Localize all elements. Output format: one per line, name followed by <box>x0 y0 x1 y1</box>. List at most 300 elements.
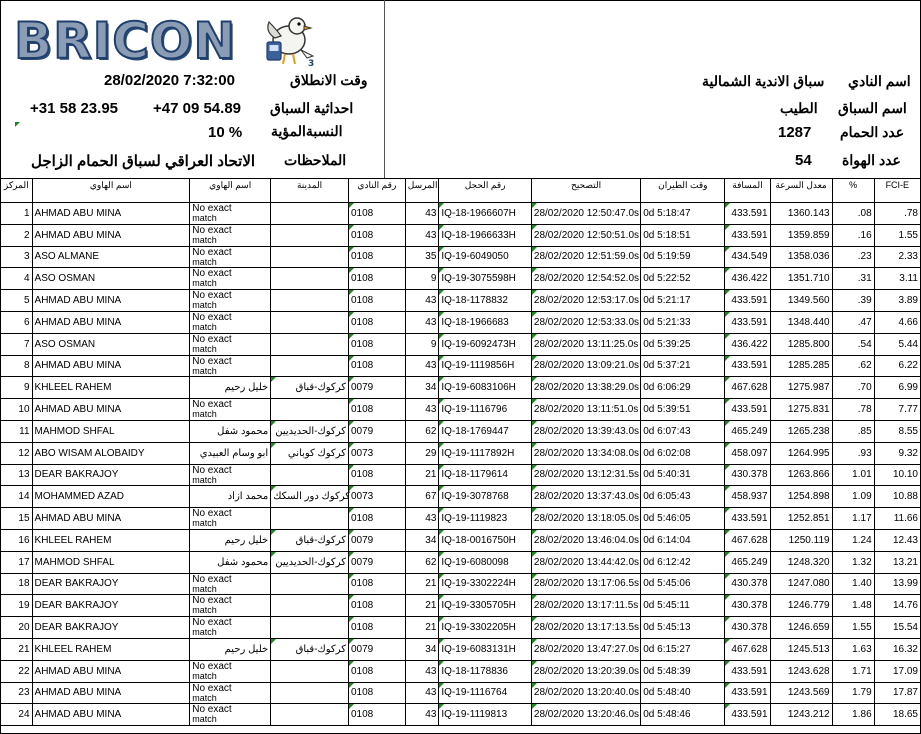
fancier-name-cell: DEAR BAKRAJOY <box>32 573 190 595</box>
rank-cell: 15 <box>1 508 33 530</box>
fci-cell: 17.09 <box>874 660 920 682</box>
table-row <box>1 311 921 333</box>
col-fci: FCI-E <box>874 179 920 203</box>
city-cell <box>271 682 349 704</box>
clock-cell: 28/02/2020 13:34:08.0s <box>531 442 640 464</box>
fancier-name-cell: AHMAD ABU MINA <box>32 224 190 246</box>
city-cell: كركوك-قباق <box>271 529 349 551</box>
no-exact-text: No exact <box>192 464 232 476</box>
col-city: المدينة <box>271 179 349 203</box>
flight-time-cell: 0d 5:18:47 <box>641 203 725 225</box>
sent-cell: 34 <box>405 529 439 551</box>
rank-cell: 7 <box>1 333 33 355</box>
bricon-logo <box>6 8 316 70</box>
percent-cell: .54 <box>832 333 874 355</box>
fancier-name-ar-cell <box>190 617 271 639</box>
table-row <box>1 246 921 268</box>
fci-cell: 6.99 <box>874 377 920 399</box>
ring-cell: IQ-19-3302205H <box>439 617 532 639</box>
sent-cell: 34 <box>405 638 439 660</box>
fancier-name-ar-cell: محمد ازاد <box>190 486 271 508</box>
fancier-name-ar-cell <box>190 311 271 333</box>
speed-cell: 1360.143 <box>770 203 832 225</box>
distance-cell: 433.591 <box>725 224 770 246</box>
fancier-name-ar-cell <box>190 573 271 595</box>
fancier-name-cell: AHMAD ABU MINA <box>32 355 190 377</box>
notes-label: الملاحظات <box>284 152 347 168</box>
col-fancier-name: اسم الهاوي <box>32 179 190 203</box>
fancier-name-ar-cell <box>190 290 271 312</box>
flight-time-cell: 0d 5:45:11 <box>641 595 725 617</box>
ring-cell: IQ-18-0016750H <box>439 529 532 551</box>
no-exact-tail: match <box>192 692 217 703</box>
no-exact-tail: match <box>192 343 217 354</box>
percent-cell: 1.71 <box>832 660 874 682</box>
ring-cell: IQ-19-3075598H <box>439 268 532 290</box>
table-row <box>1 551 921 573</box>
percent-cell: 1.32 <box>832 551 874 573</box>
ring-cell: IQ-19-1116796 <box>439 399 532 421</box>
table-row <box>1 442 921 464</box>
fancier-name-cell: ASO ALMANE <box>32 246 190 268</box>
no-exact-text: No exact <box>192 224 232 236</box>
col-ring: رقم الحجل <box>439 179 532 203</box>
percent-cell: .39 <box>832 290 874 312</box>
flight-time-cell: 0d 6:06:29 <box>641 377 725 399</box>
clock-cell: 28/02/2020 12:51:59.0s <box>531 246 640 268</box>
city-cell <box>271 704 349 726</box>
city-cell <box>271 333 349 355</box>
rank-cell: 20 <box>1 617 33 639</box>
club-no-cell: 0108 <box>348 704 405 726</box>
city-cell <box>271 246 349 268</box>
speed-cell: 1243.212 <box>770 704 832 726</box>
fancier-name-ar-cell: خليل رحيم <box>190 529 271 551</box>
sent-cell: 43 <box>405 704 439 726</box>
fci-cell: 2.33 <box>874 246 920 268</box>
speed-cell: 1246.779 <box>770 595 832 617</box>
fci-cell: 5.44 <box>874 333 920 355</box>
flight-time-cell: 0d 5:21:17 <box>641 290 725 312</box>
fancier-name-ar-cell <box>190 203 271 225</box>
rank-cell: 18 <box>1 573 33 595</box>
club-no-cell: 0079 <box>348 529 405 551</box>
clock-cell: 28/02/2020 13:17:06.5s <box>531 573 640 595</box>
fci-cell: 3.11 <box>874 268 920 290</box>
speed-cell: 1359.859 <box>770 224 832 246</box>
ring-cell: IQ-18-1179614 <box>439 464 532 486</box>
fancier-name-ar-cell <box>190 399 271 421</box>
flight-time-cell: 0d 6:14:04 <box>641 529 725 551</box>
flight-time-cell: 0d 5:37:21 <box>641 355 725 377</box>
fci-cell: 7.77 <box>874 399 920 421</box>
table-row <box>1 333 921 355</box>
fancier-name-cell: DEAR BAKRAJOY <box>32 464 190 486</box>
rank-cell: 1 <box>1 203 33 225</box>
clock-cell: 28/02/2020 13:39:43.0s <box>531 420 640 442</box>
col-fancier-name-ar: اسم الهاوي <box>190 179 271 203</box>
no-exact-text: No exact <box>192 660 232 672</box>
fci-cell: 11.66 <box>874 508 920 530</box>
header-divider <box>384 0 385 178</box>
distance-cell: 433.591 <box>725 508 770 530</box>
col-clock: التصحيح <box>531 179 640 203</box>
no-exact-text: No exact <box>192 203 232 214</box>
rank-cell: 16 <box>1 529 33 551</box>
table-row <box>1 399 921 421</box>
no-exact-text: No exact <box>192 682 232 694</box>
rank-cell: 9 <box>1 377 33 399</box>
fancier-name-ar-cell <box>190 246 271 268</box>
percent-cell: .16 <box>832 224 874 246</box>
fci-cell: 9.32 <box>874 442 920 464</box>
fancier-name-cell: AHMAD ABU MINA <box>32 311 190 333</box>
fci-cell: 10.10 <box>874 464 920 486</box>
flight-time-cell: 0d 6:02:08 <box>641 442 725 464</box>
percent-cell: 1.17 <box>832 508 874 530</box>
distance-cell: 433.591 <box>725 203 770 225</box>
no-exact-text: No exact <box>192 508 232 520</box>
club-no-cell: 0108 <box>348 464 405 486</box>
table-row <box>1 420 921 442</box>
speed-cell: 1252.851 <box>770 508 832 530</box>
city-cell <box>271 399 349 421</box>
speed-cell: 1250.119 <box>770 529 832 551</box>
fancier-name-ar-cell: خليل رحيم <box>190 638 271 660</box>
sent-cell: 43 <box>405 355 439 377</box>
sent-cell: 62 <box>405 420 439 442</box>
col-flight-time: وقت الطيران <box>641 179 725 203</box>
club-no-cell: 0073 <box>348 442 405 464</box>
rank-cell: 23 <box>1 682 33 704</box>
clock-cell: 28/02/2020 12:53:33.0s <box>531 311 640 333</box>
no-exact-tail: match <box>192 583 217 594</box>
flight-time-cell: 0d 5:21:33 <box>641 311 725 333</box>
speed-cell: 1254.898 <box>770 486 832 508</box>
city-cell <box>271 573 349 595</box>
fci-cell: 14.76 <box>874 595 920 617</box>
results-table <box>0 178 921 726</box>
coords-lon-value: +31 58 23.95 <box>30 100 119 117</box>
no-exact-tail: match <box>192 714 217 725</box>
city-cell <box>271 311 349 333</box>
ring-cell: IQ-19-6083131H <box>439 638 532 660</box>
distance-cell: 430.378 <box>725 595 770 617</box>
city-cell <box>271 508 349 530</box>
no-exact-tail: match <box>192 234 217 245</box>
flight-time-cell: 0d 6:07:43 <box>641 420 725 442</box>
city-cell: كركوك-قباق <box>271 377 349 399</box>
distance-cell: 458.097 <box>725 442 770 464</box>
flight-time-cell: 0d 5:45:13 <box>641 617 725 639</box>
svg-text:3: 3 <box>308 59 315 69</box>
percent-cell: 1.86 <box>832 704 874 726</box>
sent-cell: 43 <box>405 399 439 421</box>
percent-cell: .08 <box>832 203 874 225</box>
table-row <box>1 290 921 312</box>
distance-cell: 433.591 <box>725 290 770 312</box>
fancier-name-ar-cell <box>190 355 271 377</box>
clock-cell: 28/02/2020 13:18:05.0s <box>531 508 640 530</box>
flight-time-cell: 0d 5:22:52 <box>641 268 725 290</box>
flight-time-cell: 0d 5:39:51 <box>641 399 725 421</box>
percent-cell: 1.63 <box>832 638 874 660</box>
notes-value: الاتحاد العراقي لسباق الحمام الزاجل <box>31 153 256 170</box>
fancier-name-ar-cell: محمود شفل <box>190 420 271 442</box>
rank-cell: 8 <box>1 355 33 377</box>
rank-cell: 21 <box>1 638 33 660</box>
clock-cell: 28/02/2020 13:09:21.0s <box>531 355 640 377</box>
coords-lat-value: +47 09 54.89 <box>153 100 242 117</box>
distance-cell: 465.249 <box>725 551 770 573</box>
club-no-cell: 0108 <box>348 573 405 595</box>
fci-cell: 8.55 <box>874 420 920 442</box>
fancier-name-cell: AHMAD ABU MINA <box>32 704 190 726</box>
no-exact-tail: match <box>192 627 217 638</box>
rank-cell: 19 <box>1 595 33 617</box>
club-no-cell: 0108 <box>348 311 405 333</box>
sent-cell: 67 <box>405 486 439 508</box>
city-cell <box>271 355 349 377</box>
sent-cell: 43 <box>405 660 439 682</box>
fancier-name-ar-cell <box>190 333 271 355</box>
ring-cell: IQ-19-6080098 <box>439 551 532 573</box>
fci-cell: 16.32 <box>874 638 920 660</box>
fancier-name-cell: ABO WISAM ALOBAIDY <box>32 442 190 464</box>
no-exact-tail: match <box>192 213 217 223</box>
fancier-name-cell: AHMAD ABU MINA <box>32 660 190 682</box>
city-cell: كركوك دور السكك <box>271 486 349 508</box>
fci-cell: 13.21 <box>874 551 920 573</box>
fancier-name-ar-cell <box>190 224 271 246</box>
rank-cell: 6 <box>1 311 33 333</box>
city-cell <box>271 203 349 225</box>
ring-cell: IQ-19-1116764 <box>439 682 532 704</box>
no-exact-text: No exact <box>192 595 232 607</box>
ring-cell: IQ-18-1966607H <box>439 203 532 225</box>
start-time-label: وقت الانطلاق <box>290 72 368 88</box>
distance-cell: 433.591 <box>725 399 770 421</box>
rank-cell: 14 <box>1 486 33 508</box>
no-exact-text: No exact <box>192 617 232 629</box>
distance-cell: 430.378 <box>725 617 770 639</box>
no-exact-text: No exact <box>192 290 232 302</box>
col-distance: المسافة <box>725 179 770 203</box>
no-exact-tail: match <box>192 409 217 420</box>
clock-cell: 28/02/2020 13:11:25.0s <box>531 333 640 355</box>
percent-cell: 1.09 <box>832 486 874 508</box>
speed-cell: 1275.987 <box>770 377 832 399</box>
col-club-no: رقم النادي <box>348 179 405 203</box>
percent-cell: 1.48 <box>832 595 874 617</box>
table-row <box>1 595 921 617</box>
clock-cell: 28/02/2020 13:38:29.0s <box>531 377 640 399</box>
clock-cell: 28/02/2020 13:44:42.0s <box>531 551 640 573</box>
clock-cell: 28/02/2020 12:50:47.0s <box>531 203 640 225</box>
fancier-name-cell: DEAR BAKRAJOY <box>32 617 190 639</box>
fancier-name-cell: ASO OSMAN <box>32 333 190 355</box>
flight-time-cell: 0d 5:48:40 <box>641 682 725 704</box>
birds-count-value: 1287 <box>778 124 812 141</box>
sent-cell: 34 <box>405 377 439 399</box>
clock-cell: 28/02/2020 13:17:13.5s <box>531 617 640 639</box>
clock-cell: 28/02/2020 12:53:17.0s <box>531 290 640 312</box>
fancier-name-ar-cell <box>190 508 271 530</box>
club-no-cell: 0079 <box>348 551 405 573</box>
flight-time-cell: 0d 6:15:27 <box>641 638 725 660</box>
rank-cell: 5 <box>1 290 33 312</box>
clock-cell: 28/02/2020 12:54:52.0s <box>531 268 640 290</box>
sent-cell: 62 <box>405 551 439 573</box>
rank-cell: 17 <box>1 551 33 573</box>
coords-label: احداثية السباق <box>270 100 354 116</box>
fancier-name-ar-cell: خليل رحيم <box>190 377 271 399</box>
club-no-cell: 0079 <box>348 420 405 442</box>
no-exact-text: No exact <box>192 268 232 280</box>
fci-cell: 13.99 <box>874 573 920 595</box>
sent-cell: 43 <box>405 290 439 312</box>
table-row <box>1 464 921 486</box>
ring-cell: IQ-19-3078768 <box>439 486 532 508</box>
club-no-cell: 0079 <box>348 638 405 660</box>
col-rank: المركز <box>1 179 33 203</box>
percent-label: النسبةالمؤية <box>271 123 343 139</box>
percent-cell: .47 <box>832 311 874 333</box>
sent-cell: 43 <box>405 311 439 333</box>
table-row <box>1 682 921 704</box>
no-exact-text: No exact <box>192 333 232 345</box>
club-no-cell: 0108 <box>348 595 405 617</box>
speed-cell: 1246.659 <box>770 617 832 639</box>
table-row <box>1 224 921 246</box>
fancier-name-cell: KHLEEL RAHEM <box>32 529 190 551</box>
percent-cell: 1.01 <box>832 464 874 486</box>
speed-cell: 1285.800 <box>770 333 832 355</box>
table-row <box>1 638 921 660</box>
sent-cell: 43 <box>405 203 439 225</box>
flight-time-cell: 0d 6:12:42 <box>641 551 725 573</box>
city-cell <box>271 290 349 312</box>
rank-cell: 2 <box>1 224 33 246</box>
fancier-name-ar-cell <box>190 682 271 704</box>
ring-cell: IQ-18-1966683 <box>439 311 532 333</box>
distance-cell: 433.591 <box>725 311 770 333</box>
fancier-name-cell: AHMAD ABU MINA <box>32 203 190 225</box>
no-exact-tail: match <box>192 300 217 311</box>
club-no-cell: 0108 <box>348 224 405 246</box>
sent-cell: 21 <box>405 464 439 486</box>
no-exact-text: No exact <box>192 399 232 411</box>
city-cell: كركوك كوباني <box>271 442 349 464</box>
fancier-name-ar-cell: ابو وسام العبيدي <box>190 442 271 464</box>
fci-cell: 15.54 <box>874 617 920 639</box>
no-exact-text: No exact <box>192 573 232 585</box>
fancier-name-ar-cell <box>190 704 271 726</box>
flight-time-cell: 0d 5:19:59 <box>641 246 725 268</box>
flight-time-cell: 0d 5:48:39 <box>641 660 725 682</box>
fancier-name-cell: MAHMOD SHFAL <box>32 420 190 442</box>
ring-cell: IQ-19-3302224H <box>439 573 532 595</box>
rank-cell: 10 <box>1 399 33 421</box>
fci-cell: 4.66 <box>874 311 920 333</box>
city-cell <box>271 660 349 682</box>
ring-cell: IQ-19-6092473H <box>439 333 532 355</box>
race-name-value: الطيب <box>780 100 818 116</box>
city-cell <box>271 617 349 639</box>
speed-cell: 1245.513 <box>770 638 832 660</box>
fancier-name-cell: DEAR BAKRAJOY <box>32 595 190 617</box>
fancier-name-ar-cell: محمود شفل <box>190 551 271 573</box>
table-row <box>1 704 921 726</box>
club-no-cell: 0108 <box>348 660 405 682</box>
sent-cell: 43 <box>405 682 439 704</box>
distance-cell: 436.422 <box>725 333 770 355</box>
club-name-value: سباق الاندية الشمالية <box>702 73 825 89</box>
logo-text: BRICON <box>14 12 237 70</box>
sent-cell: 9 <box>405 333 439 355</box>
no-exact-tail: match <box>192 365 217 376</box>
table-row <box>1 573 921 595</box>
no-exact-tail: match <box>192 670 217 681</box>
clock-cell: 28/02/2020 13:17:11.5s <box>531 595 640 617</box>
flight-time-cell: 0d 5:40:31 <box>641 464 725 486</box>
distance-cell: 433.591 <box>725 355 770 377</box>
no-exact-tail: match <box>192 518 217 529</box>
sent-cell: 35 <box>405 246 439 268</box>
sent-cell: 29 <box>405 442 439 464</box>
speed-cell: 1358.036 <box>770 246 832 268</box>
city-cell <box>271 464 349 486</box>
club-no-cell: 0108 <box>348 682 405 704</box>
fancier-name-cell: AHMAD ABU MINA <box>32 290 190 312</box>
no-exact-text: No exact <box>192 311 232 323</box>
ring-cell: IQ-19-1119856H <box>439 355 532 377</box>
ring-cell: IQ-19-1119813 <box>439 704 532 726</box>
city-cell: كركوك-الحديديين <box>271 420 349 442</box>
table-header-row <box>1 179 921 203</box>
sent-cell: 9 <box>405 268 439 290</box>
pigeon-clock-icon <box>261 10 317 68</box>
distance-cell: 433.591 <box>725 682 770 704</box>
percent-cell: .70 <box>832 377 874 399</box>
no-exact-text: No exact <box>192 355 232 367</box>
fanciers-count-label: عدد الهواة <box>842 152 901 168</box>
sent-cell: 43 <box>405 224 439 246</box>
cell-marker-icon <box>15 122 20 127</box>
flight-time-cell: 0d 5:48:46 <box>641 704 725 726</box>
flight-time-cell: 0d 6:05:43 <box>641 486 725 508</box>
fancier-name-ar-cell <box>190 595 271 617</box>
rank-cell: 22 <box>1 660 33 682</box>
percent-cell: .23 <box>832 246 874 268</box>
clock-cell: 28/02/2020 13:20:40.0s <box>531 682 640 704</box>
ring-cell: IQ-19-3305705H <box>439 595 532 617</box>
city-cell: كركوك-قباق <box>271 638 349 660</box>
distance-cell: 433.591 <box>725 704 770 726</box>
rank-cell: 12 <box>1 442 33 464</box>
clock-cell: 28/02/2020 13:11:51.0s <box>531 399 640 421</box>
table-row <box>1 660 921 682</box>
speed-cell: 1263.866 <box>770 464 832 486</box>
fci-cell: 3.89 <box>874 290 920 312</box>
no-exact-tail: match <box>192 321 217 332</box>
col-speed: معدل السرعة <box>770 179 832 203</box>
club-no-cell: 0108 <box>348 268 405 290</box>
fancier-name-cell: AHMAD ABU MINA <box>32 682 190 704</box>
city-cell: كركوك-الحديديين <box>271 551 349 573</box>
col-sent: المرسل <box>405 179 439 203</box>
race-name-label: اسم السباق <box>838 100 907 116</box>
